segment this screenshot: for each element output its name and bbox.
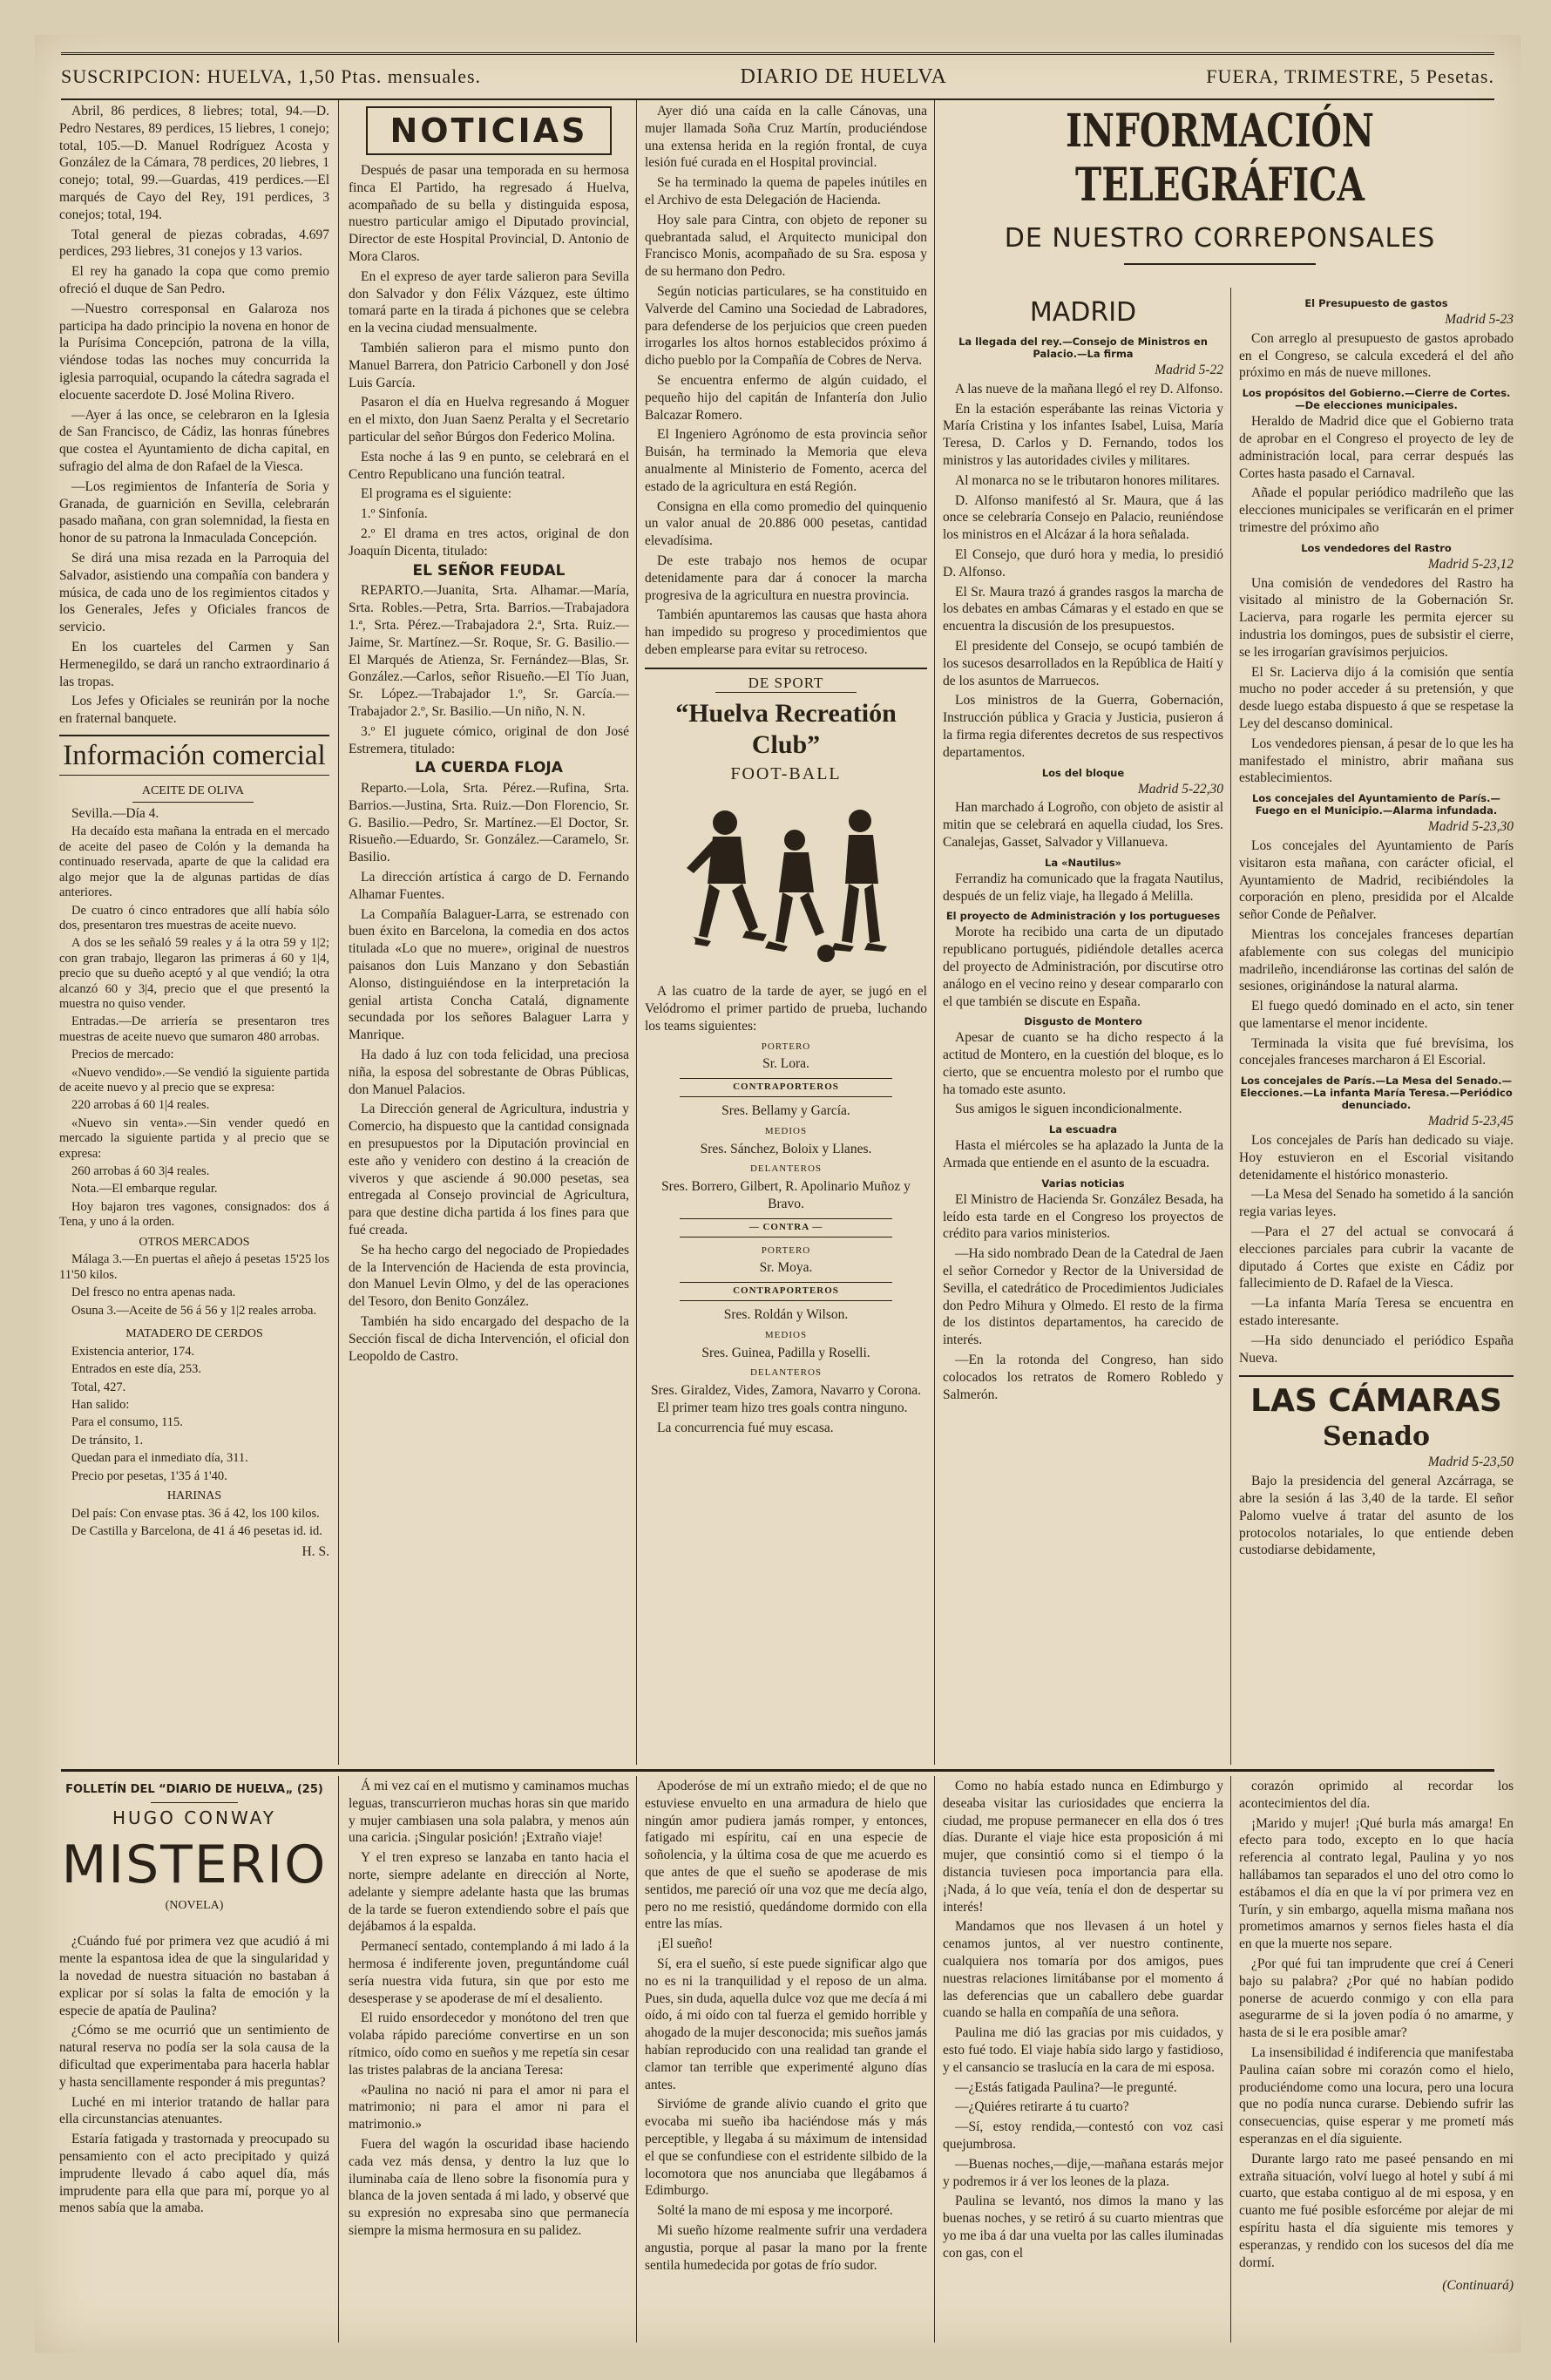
paragraph: Existencia anterior, 174.	[71, 1344, 195, 1359]
dispatch-paragraph: D. Alfonso manifestó al Sr. Maura, que á las once se celebraría Consejo en Palacio, reuniéndose los ministros en el Alcázar á la hora señalada.	[943, 492, 1223, 543]
dispatch-paragraph: Ferrandiz ha comunicado que la fragata Nautilus, después de un feliz viaje, ha llegado á Melilla.	[943, 871, 1223, 904]
dispatch-paragraph: En la estación esperábante las reinas Victoria y María Cristina y los infantes Isabel, Luisa, María Teresa, D. Carlos y D. Fernando, todos los ministros y las autoridades civiles y militares.	[943, 401, 1223, 468]
paragraph: En el expreso de ayer tarde salieron para Sevilla don Salvador y don Félix Vázquez, este último tomará parte en la tirada á pichones que se celebra en la vecina ciudad mensualmente.	[349, 268, 629, 336]
paragraph: Hoy bajaron tres vagones, consignados: dos á Tena, y uno á la orden.	[59, 1199, 329, 1230]
paragraph: —Nuestro corresponsal en Galaroza nos participa ha dado principio la novena en honor de la Purísima Concepción, patrona de la villa, viéndose todas las noches muy concurrida la iglesia parroquial, ocupando la cátedra sagrada el elocuente sacerdote D. José Molina Rivero.	[59, 301, 329, 403]
dispatch-paragraph: Morote ha recibido una carta de un diputado republicano portugués, pidiéndole detalles acerca del proyecto de Administración, por discutirse otro análogo en el vecino reino y desear compararlo con el que también se discute en España.	[943, 925, 1223, 1009]
dispatch-paragraph: A las nueve de la mañana llegó el rey D. Alfonso.	[955, 381, 1223, 397]
madrid-dispatches	[943, 336, 1223, 1403]
dispatch-paragraph: Al monarca no se le tributaron honores militares.	[955, 472, 1220, 488]
dispatch-paragraph: —Ha sido denunciado el periódico España Nueva.	[1239, 1332, 1514, 1366]
dispatch-dateline: Madrid 5-22	[1155, 363, 1223, 377]
dispatch-paragraph: Han marchado á Logroño, con objeto de asistir al mitin que se celebrará en aquella ciudad, los Sres. Canalejas, Gasset, Salvador y Villanueva.	[943, 800, 1223, 850]
column-rule	[338, 100, 339, 1765]
football-subtitle: FOOT-BALL	[730, 763, 842, 783]
column-rule	[934, 100, 935, 1765]
dispatch-paragraph: Una comisión de vendedores del Rastro ha visitado al ministro de la Gobernación Sr. Lacierva, para rogarle les permita ejercer su industria los domingos, pues de subsistir el cierre, se les irrogarían gravísimos perjuicios.	[1239, 575, 1514, 660]
dispatch-paragraph: Terminada la visita que fué brevísima, los concejales franceses marcharon á El Escorial.	[1239, 1035, 1514, 1068]
novel-paragraph: Y el tren expreso se lanzaba en tanto hacia el norte, siempre adelante en dirección al Norte, adelante y siempre adelante hasta que las brumas de la tarde se fueron extendiendo sobre el país que dejábamos á la espalda.	[349, 1850, 629, 1935]
dispatch-dateline: Madrid 5-23	[1445, 312, 1514, 327]
telegraph-subtitle: DE NUESTRO CORREPONSALES	[1004, 223, 1436, 254]
dispatch-heading: Los propósitos del Gobierno.—Cierre de Cortes.—De elecciones municipales.	[1242, 387, 1511, 412]
subheading-other-markets: OTROS MERCADOS	[139, 1235, 250, 1249]
dispatch-heading: El proyecto de Administración y los portugueses	[945, 910, 1221, 923]
paragraph: «Nuevo vendido».—Se vendió la siguiente partida de aceite nuevo y al precio que se expresa:	[59, 1065, 329, 1095]
section-heading-commercial: Información comercial	[59, 735, 329, 776]
novel-genre: (NOVELA)	[165, 1898, 224, 1912]
folletin-label: FOLLETÍN DEL “DIARIO DE HUELVA„ (25)	[65, 1783, 323, 1796]
novel-title: MISTERIO	[61, 1834, 328, 1895]
lineup-role: PORTERO	[761, 1244, 811, 1256]
lineup-role: PORTERO	[761, 1041, 811, 1052]
paragraph: Se ha hecho cargo del negociado de Propiedades de la Intervención de Hacienda de esta provincia, don Manuel Levin Olmo, y del de las operaciones del Tesoro, don Benito González.	[349, 1242, 629, 1310]
paragraph: El primer team hizo tres goals contra ninguno.	[657, 1400, 908, 1416]
column-1	[59, 103, 329, 1763]
paragraph: Precios de mercado:	[71, 1048, 174, 1062]
novel-paragraph: El ruido ensordecedor y monótono del tren que volaba rápido parecióme convertirse en un son rítmico, oído como en sueños y me repetía sin cesar las tristes palabras de la anciana Teresa:	[349, 2010, 629, 2078]
column-2	[349, 103, 629, 1763]
paragraph: 2.º El drama en tres actos, original de don Joaquín Dicenta, titulado:	[349, 525, 629, 559]
camaras-heading: LAS CÁMARAS	[1250, 1383, 1502, 1420]
dispatch-dateline: Madrid 5-22,30	[1137, 781, 1223, 797]
paragraph: Del país: Con envase ptas. 36 á 42, los 100 kilos.	[71, 1506, 320, 1521]
lineup-names: Sres. Sánchez, Boloix y Llanes.	[700, 1141, 872, 1156]
paragraph: Los Jefes y Oficiales se reunirán por la noche en fraternal banquete.	[59, 694, 329, 727]
dispatch-paragraph: Los ministros de la Guerra, Gobernación, Instrucción pública y Gracia y Justicia, pusieron á la firma regia diferentes decretos de sus respectivos departamentos.	[943, 693, 1223, 760]
folletin-separator	[61, 1769, 1494, 1772]
folletin-column-2	[349, 1778, 629, 2340]
dispatch-heading: La escuadra	[1048, 1123, 1118, 1136]
novel-text-4	[943, 1778, 1223, 2262]
novel-paragraph: —Sí, estoy rendida,—contestó con voz casi quejumbrosa.	[943, 2119, 1223, 2152]
novel-paragraph: ¿Cómo se me ocurrió que un sentimiento de natural reserva no podía ser la sola causa de la dificultad que experimentaba para hacerla hablar y hasta sencillamente responder á mis preguntas?	[59, 2023, 329, 2090]
novel-paragraph: Luché en mi interior tratando de hallar para ella circunstancias atenuantes.	[59, 2094, 329, 2127]
play-title-cuerda: LA CUERDA FLOJA	[415, 759, 563, 777]
telegraph-rule	[1124, 263, 1316, 265]
novel-paragraph: «Paulina no nació ni para el amor ni para el matrimonio; ni para el amor ni para el matrimonio.»	[349, 2082, 629, 2133]
lineup-names: Sres. Giraldez, Vides, Zamora, Navarro y Corona.	[651, 1383, 921, 1399]
dispatch-paragraph: —Ha sido nombrado Dean de la Catedral de Jaen el señor Cornedor y Rector de la Universidad de Sevilla, el catedrático de Procedimientos Judiciales don Pedro Mihura y Olmedo. El resto de la firma de los distintos departamentos, ha carecido de interés.	[943, 1246, 1223, 1348]
novel-paragraph: —Buenas noches,—dije,—mañana estarás mejor y podremos ir á ver los leones de la plaza.	[943, 2156, 1223, 2189]
lineup-role: CONTRAPORTEROS	[680, 1282, 892, 1301]
dispatch-heading: Los del bloque	[1041, 766, 1125, 779]
novel-text-1	[59, 1933, 329, 2217]
paragraph: Málaga 3.—En puertas el añejo á pesetas 15'25 los 11'50 kilos.	[59, 1252, 329, 1282]
section-heading-noticias: NOTICIAS	[366, 106, 612, 155]
paragraph: A dos se les señaló 59 reales y á la otra 59 y 1|2; con gran trabajo, llegaron las primeras á 60 y 1|4, precio que su dueño aceptó y al que vendió; la otra alcanzó 60 y 3|4, precio que el que presentó la muestra no quiso vender.	[59, 936, 329, 1011]
paragraph: Del fresco no entra apenas nada.	[71, 1285, 236, 1300]
column-rule	[1230, 1776, 1231, 2343]
paragraph: Después de pasar una temporada en su hermosa finca El Partido, ha regresado á Huelva, acompañado de su bella y distinguida esposa, nuestro particular amigo el Diputado provincial, Director de este Hospital Provincial, D. Antonio de Mora Claros.	[349, 163, 629, 264]
novel-paragraph: Paulina se levantó, nos dimos la mano y las buenas noches, y se retiró á su cuarto mientras que yo me iba á dar una vuelta por las calles iluminadas con gas, con el	[943, 2194, 1223, 2261]
newspaper-name: DIARIO DE HUELVA	[740, 64, 947, 88]
column-1-paragraphs	[59, 103, 329, 728]
lineup-names: Sr. Lora.	[762, 1056, 809, 1072]
dispatch-paragraph: El fuego quedó dominado en el acto, sin tener que lamentarse el menor incidente.	[1239, 999, 1514, 1031]
subscription-local: SUSCRIPCION: HUELVA, 1,50 Ptas. mensuales.	[61, 65, 482, 87]
dispatch-paragraph: El Sr. Maura trazó á grandes rasgos la marcha de los debates en ambas Cámaras y el estado en que se encuentra la discusión de los presupuestos.	[943, 584, 1223, 634]
play-title-feudal: EL SEÑOR FEUDAL	[412, 561, 566, 580]
subheading-olive-oil: ACEITE DE OLIVA	[132, 783, 254, 803]
novel-paragraph: ¡El sueño!	[657, 1936, 714, 1952]
club-title: “Huelva Recreatión Club”	[675, 698, 897, 759]
novel-paragraph: corazón oprimido al recordar los acontecimientos del día.	[1239, 1779, 1514, 1811]
telegraph-title: INFORMACIÓN TELEGRÁFICA	[1066, 105, 1374, 212]
lineup-role: MEDIOS	[764, 1125, 808, 1136]
column-rule	[636, 100, 637, 1765]
dispatch-dateline: Madrid 5-23,30	[1427, 819, 1514, 835]
dispatch-paragraph: Los concejales de París han dedicado su viaje. Hoy estuvieron en el Escorial visitando detenidamente el histórico monasterio.	[1239, 1133, 1514, 1183]
lineup-role: MEDIOS	[764, 1329, 808, 1340]
novel-text-2	[349, 1778, 629, 2240]
paragraph: De cuatro ó cinco entradores que allí había sólo dos, presentaron tres muestras de aceite nuevo.	[59, 903, 329, 932]
other-markets-paragraphs	[59, 1252, 329, 1319]
lineup-names: Sres. Borrero, Gilbert, R. Apolinario Muñoz y Bravo.	[661, 1179, 911, 1212]
paragraph: Reparto.—Lola, Srta. Pérez.—Rufina, Srta. Barrios.—Justina, Srta. Ruiz.—Don Florencio, Sr. G. Basilio.—Pedro, Sr. Martínez.—El Doctor, Sr. Risueño.—Eduardo, Sr. González.—Caramelo, Sr. Basilio.	[349, 781, 629, 865]
dispatch-heading: La «Nautilus»	[1045, 856, 1121, 869]
dispatch-paragraph: El Sr. Lacierva dijo á la comisión que sentía mucho no poder acceder á su pretensión, y que desde luego estaba dispuesto á que se respetase la Ley del descanso dominical.	[1239, 664, 1514, 731]
paragraph: La dirección artística á cargo de D. Fernando Alhamar Fuentes.	[349, 870, 629, 902]
paragraph: 1.º Sinfonía.	[361, 506, 428, 522]
dispatch-paragraph: —La Mesa del Senado ha sometido á la sanción regia varias leyes.	[1239, 1187, 1514, 1220]
novel-paragraph: ¿Cuándo fué por primera vez que acudió á mi mente la espantosa idea de que la singularidad y la novedad de nuestra situación no bastaban á explicar por sí solas la falta de emoción y la especie de apatía de Paulina?	[59, 1934, 329, 2018]
flours-paragraphs	[59, 1507, 329, 1540]
lineup-role: DELANTEROS	[749, 1163, 823, 1175]
dispatch-paragraph: Sus amigos le siguen incondicionalmente.	[955, 1102, 1182, 1117]
paragraph: «Nuevo sin venta».—Sin vender quedó en mercado la siguiente partida y al precio que se expresa:	[59, 1115, 329, 1161]
dispatch-paragraph: Mientras los concejales franceses departían afablemente con sus colegas del municipio madrileño, incendiáronse las cortinas del salón de sesiones, originándose la natural alarma.	[1239, 926, 1514, 994]
continued-note: (Continuará)	[1442, 2278, 1514, 2294]
author-initials: H. S.	[301, 1543, 329, 1559]
column-4	[943, 292, 1223, 1765]
paragraph: También salieron para el mismo punto don Manuel Barrera, don Patricio Carbonell y don José Luis García.	[349, 340, 629, 390]
paragraph: De Castilla y Barcelona, de 41 á 46 pesetas id. id.	[71, 1524, 322, 1539]
paragraph: Se encuentra enfermo de algún cuidado, el pequeño hijo del capitán de Infantería don Julio Balcazar Romero.	[645, 372, 927, 423]
paragraph: Entradas.—De arriería se presentaron tres muestras de aceite nuevo que sumaron 480 arrobas.	[59, 1014, 329, 1044]
paragraph: Se dirá una misa rezada en la Parroquia del Salvador, asistiendo una compañía con bandera y música, de cada uno de los regimientos citados y los Generales, Jefes y Oficiales francos de servicio.	[59, 550, 329, 635]
paragraph: Nota.—El embarque regular.	[71, 1182, 218, 1197]
novel-paragraph: Paulina me dió las gracias por mis cuidados, y esto fué todo. El viaje había sido largo y fastidioso, y el cansancio se traslucía en la cara de mi esposa.	[943, 2025, 1223, 2075]
novel-paragraph: Fuera del wagón la oscuridad ibase haciendo cada vez más densa, y dentro la luz que lo iluminaba caía de lleno sobre la fisonomía pura y blanca de la joven sentada á mi lado, y observé que su expresión no expresaba sino que permanecía siempre la misma hermosura en su palidez.	[349, 2136, 629, 2238]
dispatch-heading: Los concejales del Ayuntamiento de París.—Fuego en el Municipio.—Alarma infundada.	[1251, 792, 1501, 817]
paragraph: Precio por pesetas, 1'35 á 1'40.	[71, 1468, 227, 1483]
novel-paragraph: Durante largo rato me paseé pensando en mi extraña situación, volví luego al hotel y subí á mi cuarto, que estaba contiguo al de mi esposa, y en cuanto me fué posible esforcéme por alejar de mi espíritu hasta el día siguiente mis temores y esperanzas, y rendido con los sucesos del día me dormí.	[1239, 2151, 1514, 2270]
column-rule	[1230, 288, 1231, 1765]
dispatch-heading: El Presupuesto de gastos	[1304, 297, 1448, 309]
paragraph: En los cuarteles del Carmen y San Hermenegildo, se dará un rancho extraordinario á las tropas.	[59, 639, 329, 689]
paragraph: También apuntaremos las causas que hasta ahora han impedido su progreso y procedimientos que deben emplearse para evitar su retroceso.	[645, 607, 927, 657]
novel-paragraph: La insensibilidad é indiferencia que manifestaba Paulina caían sobre mi corazón como el hielo, produciéndome como una locura, pero una locura que no podía nunca curarse. Debiendo sufrir las consecuencias, quise esperar y me prometí más esperanzas en el día siguiente.	[1239, 2044, 1514, 2146]
subscription-outside: FUERA, TRIMESTRE, 5 Pesetas.	[1206, 65, 1494, 87]
paragraph: Total general de piezas cobradas, 4.697 perdices, 293 liebres, 31 conejos y 13 varios.	[59, 227, 329, 260]
paragraph: La Compañía Balaguer-Larra, se estrenado con buen éxito en Barcelona, la comedia en dos actos titulada «Lo que no muere», original de nuestros paisanos don Luis Manzano y don Sebastián Alonso, distinguiéndose en la interpretación la genial artista Concha Catalá, dignamente secundada por los señores Balaguer Larra y Manrique.	[349, 906, 629, 1043]
subheading-flours: HARINAS	[166, 1489, 222, 1503]
folletin-column-5	[1239, 1778, 1514, 2340]
paragraph: 220 arrobas á 60 1|4 reales.	[71, 1098, 210, 1113]
dispatch-paragraph: El Ministro de Hacienda Sr. González Besada, ha leído esta tarde en el Congreso los proyectos de crédito para varios ministerios.	[943, 1191, 1223, 1242]
paragraph: Según noticias particulares, se ha constituido en Valverde del Camino una Sociedad de Labradores, para defenderse de los perjuicios que creen pueden irrogarles los altos hornos establecidos próximo á dicho pueblo por la Compañía de Cobres de Nerva.	[645, 283, 927, 369]
paragraph: —Ayer á las once, se celebraron en la Iglesia de San Francisco, de Cádiz, las honras fúnebres que costea el Ayuntamiento de dicha capital, en sufragio del alma de don Rafael de la Viesca.	[59, 407, 329, 474]
paragraph: Entrados en este día, 253.	[71, 1362, 201, 1377]
novel-paragraph: ¿Por qué fui tan imprudente que creí á Ceneri bajo su palabra? ¿Por qué no habían podido ponerse de acuerdo conmigo y con ella para asegurarme de si la joven podía ó no amarme, y hasta de si le era posible amar?	[1239, 1956, 1514, 2041]
lineup-role: CONTRAPORTEROS	[680, 1078, 892, 1097]
dispatch-paragraph: —Para el 27 del actual se convocará á elecciones parciales para cubrir la vacante de diputado á Cortes que existe en Cádiz por fallecimiento de D. Rafael de la Viesca.	[1239, 1224, 1514, 1292]
paragraph: A las cuatro de la tarde de ayer, se jugó en el Velódromo el primer partido de prueba, luchando los teams siguientes:	[645, 984, 927, 1034]
novel-paragraph: Permanecí sentado, contemplando á mi lado á la hermosa é indiferente joven, preguntándome cuál sería nuestra vida futura, sin que por esto me desesperase y se apoderase de mí el desaliento.	[349, 1939, 629, 2006]
paragraph: El rey ha ganado la copa que como premio ofreció el duque de San Pedro.	[59, 264, 329, 296]
newspaper-page	[35, 35, 1521, 2353]
noticias-paragraphs	[349, 162, 629, 560]
lineup-names: Sres. Roldán y Wilson.	[723, 1307, 849, 1323]
dispatch-paragraph: Con arreglo al presupuesto de gastos aprobado en el Congreso, se calcula excederá el del año próximo en más de nueve millones.	[1239, 330, 1514, 381]
paragraph: Total, 427.	[71, 1380, 126, 1394]
paragraph: Abril, 86 perdices, 8 liebres; total, 94.—D. Pedro Nestares, 89 perdices, 15 liebres, 1 conejo; total, 105.—D. Manuel Rodríguez Acosta y González de la Cámara, 78 perdices, 20 liebres, 1 conejo; total, 99.—Guardas, 419 perdices.—El marqués de Cayo del Rey, 191 perdices, 3 conejos; total, 194.	[59, 104, 329, 222]
dispatch-heading: Los vendedores del Rastro	[1301, 541, 1452, 554]
column-rule	[338, 1776, 339, 2343]
novel-paragraph: Solté la mano de mi esposa y me incorporé.	[657, 2203, 893, 2219]
match-result-paragraphs	[645, 1400, 927, 1437]
novel-paragraph: Estaría fatigada y trastornada y preocupado su pensamiento con el acto precipitado y quizá imprudente llevado á cabo aquel día, más imprudente para ella que para mí, porque yo al menos sabía que la amaba.	[59, 2132, 329, 2216]
paragraph: De tránsito, 1.	[71, 1433, 144, 1448]
column-5	[1239, 292, 1514, 1765]
play-cast-paragraphs	[349, 582, 629, 757]
novel-paragraph: Á mi vez caí en el mutismo y caminamos muchas leguas, transcurrieron muchas horas sin que marido y mujer cambiasen una sola palabra, y menos aún una caricia. ¡Singular posición! ¡Extraño viaje!	[349, 1779, 629, 1846]
paragraph: El programa es el siguiente:	[361, 486, 512, 502]
paragraph: De este trabajo nos hemos de ocupar detenidamente para dar á conocer la marcha progresiva de la agricultura en nuestra provincia.	[645, 553, 927, 603]
football-players-illustration	[655, 788, 917, 980]
dispatch-paragraph: Apesar de cuanto se ha dicho respecto á la actitud de Montero, en la cuestión del bloque, es lo cierto, que se encuentra molesto por el rumbo que ha tomado este asunto.	[943, 1030, 1223, 1097]
novel-paragraph: Mandamos que nos llevasen á un hotel y cenamos juntos, al ver nuestro continente, cualquiera nos tomaría por dos amigos, pues nuestras relaciones limitábanse por el momento á las deferencias que un caballero debe guardar cuando se halla en compañía de una señora.	[943, 1919, 1223, 2021]
paragraph: Quedan para el inmediato día, 311.	[71, 1451, 248, 1466]
column-rule	[934, 1776, 935, 2343]
dispatch-paragraph: Hasta el miércoles se ha aplazado la Junta de la Armada que entiende en el asunto de la escuadra.	[943, 1138, 1223, 1171]
match-report-paragraphs	[645, 983, 927, 1034]
novel-paragraph: Apoderóse de mí un extraño miedo; el de que no estuviese envuelto en una armadura de hielo que ningún amor pudiera jamás romper, y entonces, fatigado mi espíritu, caí en una especie de soñolencia, y la última cosa de que me acuerdo es que antes de que el sueño se apoderase de mis sentidos, me pareció oír una voz que me decía algo, pero no me resistió, quedándome dormido con ella entre las mías.	[645, 1779, 927, 1932]
team-lineups	[645, 1039, 927, 1400]
paragraph: Para el consumo, 115.	[71, 1415, 183, 1430]
paragraph: Esta noche á las 9 en punto, se celebrará en el Centro Republicano una función teatral.	[349, 449, 629, 482]
dispatch-dateline: Madrid 5-23,12	[1427, 556, 1514, 572]
paragraph: Consigna en ella como promedio del quinquenio un valor anual de 20.886 000 pesetas, cantidad elevadísima.	[645, 498, 927, 549]
senado-paragraph: Bajo la presidencia del general Azcárraga, se abre la sesión á las 3,40 de la tarde. El señor Palomo vuelve á tratar del asunto de los protocolos notariales, lo que entiende deben custodiarse debidamente,	[1239, 1474, 1514, 1558]
paragraph: También ha sido encargado del despacho de la Sección fiscal de dicha Intervención, el oficial don Leopoldo de Castro.	[349, 1314, 629, 1364]
paragraph: REPARTO.—Juanita, Srta. Alhamar.—María, Srta. Robles.—Petra, Srta. Barrios.—Trabajadora 1.ª, Srta. Pérez.—Trabajadora 2.ª, Srta. Ruiz.—Jaime, Sr. Martínez.—Sr. Roque, Sr. G. Basilio.—El Marqués de Atienza, Sr. Fernández—Blas, Sr. González.—Carlos, señor Risueño.—El Tío Juan, Sr. López.—Trabajador 1.º, Sr. García.—Trabajador 2.º, Sr. Basilio.—Un niño, N. N.	[349, 583, 629, 719]
folletin-rule	[151, 1802, 238, 1803]
dispatch-paragraph: Los vendedores piensan, á pesar de lo que les ha manifestado el ministro, abrir mañana sus establecimientos.	[1239, 736, 1514, 786]
novel-paragraph: —¿Quiéres retirarte á tu cuarto?	[955, 2099, 1129, 2115]
dispatch-paragraph: Heraldo de Madrid dice que el Gobierno trata de aprobar en el Congreso el proyecto de ley de administración local, para cerrar después las Cortes hasta pasado el Carnaval.	[1239, 414, 1514, 481]
lineup-names: Sres. Bellamy y García.	[721, 1103, 850, 1119]
telegraph-header	[941, 105, 1499, 265]
paragraph: El Ingeniero Agrónomo de esta provincia señor Buisán, ha terminado la Memoria que eleva anualmente al Ministerio de Fomento, acerca del estado de la agricultura en está Región.	[645, 427, 927, 494]
novel-paragraph: —¿Estás fatigada Paulina?—le pregunté.	[955, 2079, 1177, 2095]
novel-text-5	[1239, 1778, 1514, 2274]
paragraph: Pasaron el día en Huelva regresando á Moguer en el mixto, don Juan Saenz Peralta y el Secretario particular del señor Búrgos don Federico Molina.	[349, 395, 629, 444]
dispatch-paragraph: Los concejales del Ayuntamiento de París visitaron esta mañana, con carácter oficial, el Ayuntamiento de Madrid, recibiéndoles la corporación en pleno, presidida por el Alcalde señor Conde de Peñalver.	[1239, 837, 1514, 923]
dispatch-heading: Los concejales de París.—La Mesa del Senado.—Elecciones.—La infanta María Teresa.—Periódico denunciado.	[1240, 1075, 1513, 1112]
sport-label: DE SPORT	[715, 675, 857, 693]
novel-paragraph: ¡Marido y mujer! ¡Qué burla más amarga! En efecto para todo, excepto en lo que hacía referencia al contrato legal, Paulina y yo nos hallábamos tan separados el uno del otro como lo estábamos el día en que la ví por primera vez en Turín, y sin embargo, aquella misma mañana nos prometimos amarnos y sernos fieles hasta el día en que la muerte nos separe.	[1239, 1815, 1514, 1952]
subheading-slaughterhouse: MATADERO DE CERDOS	[125, 1327, 263, 1341]
novel-author: HUGO CONWAY	[112, 1807, 276, 1828]
senado-dateline: Madrid 5-23,50	[1427, 1454, 1514, 1470]
dispatch-heading: Disgusto de Montero	[1024, 1015, 1142, 1028]
paragraph: 3.º El juguete cómico, original de don José Estremera, titulado:	[349, 723, 629, 756]
slaughterhouse-paragraphs	[59, 1345, 329, 1484]
dispatch-dateline: Madrid 5-23,45	[1427, 1114, 1514, 1129]
dispatch-paragraph: Añade el popular periódico madrileño que las elecciones municipales se verificarán en el primer trimestre del próximo año	[1239, 485, 1514, 535]
novel-text-3	[645, 1778, 927, 2274]
paragraph: La concurrencia fué muy escasa.	[657, 1420, 834, 1435]
paragraph: Ha decaído esta mañana la entrada en el mercado de aceite del paseo de Colón y la demanda ha continuado reservada, aparte de que la calidad era algo mejor que la de algunas partidas de días anteriores.	[59, 824, 329, 900]
sport-section	[645, 668, 927, 1437]
madrid-heading: MADRID	[1029, 297, 1137, 328]
column-rule	[636, 1776, 637, 2343]
dispatch-paragraph: El presidente del Consejo, se ocupó también de los sucesos desarrollados en la República de Haití y de los asuntos de Marruecos.	[943, 638, 1223, 688]
madrid-dispatches-continued	[1239, 297, 1514, 1366]
paragraph: —Los regimientos de Infantería de Soria y Granada, de guarnición en Sevilla, celebrarán pasado mañana, con gran solemnidad, la fiesta en honor de su patrona la Inmaculada Concepción.	[59, 478, 329, 546]
folletin-column-1	[59, 1778, 329, 2340]
lineup-role: DELANTEROS	[749, 1367, 823, 1379]
column-3	[645, 103, 927, 1763]
senado-heading: Senado	[1323, 1421, 1430, 1453]
paragraph: Han salido:	[71, 1398, 130, 1413]
lineup-role: — CONTRA —	[680, 1218, 892, 1237]
oil-market-paragraphs	[59, 824, 329, 1230]
dispatch-heading: La llegada del rey.—Consejo de Ministros en Palacio.—La firma	[958, 336, 1208, 360]
masthead	[61, 52, 1494, 100]
paragraph: Ha dado á luz con toda felicidad, una preciosa niña, la esposa del sobrestante de Obras Públicas, don Manuel Palacios.	[349, 1048, 629, 1097]
paragraph: Osuna 3.—Aceite de 56 á 56 y 1|2 reales arroba.	[71, 1303, 317, 1318]
paragraph: Se ha terminado la quema de papeles inútiles en el Archivo de esta Delegación de Hacienda.	[645, 175, 927, 207]
novel-paragraph: Mi sueño hízome realmente sufrir una verdadera angustia, porque al pasar la mano por la frente sentila humedecida por gotas de frío sudor.	[645, 2222, 927, 2273]
folletin-column-3	[645, 1778, 927, 2340]
lineup-names: Sres. Guinea, Padilla y Roselli.	[701, 1345, 870, 1360]
paragraph: 260 arrobas á 60 3|4 reales.	[71, 1164, 210, 1179]
dispatch-paragraph: —La infanta María Teresa se encuentra en estado interesante.	[1239, 1296, 1514, 1329]
folletin-column-4	[943, 1778, 1223, 2340]
paragraph: La Dirección general de Agricultura, industria y Comercio, ha dispuesto que la cantidad consignada en presupuestos por la Diputación provincial en este año y venidero con destino á la creación de viveros y que asciende á 90.000 pesetas, sea entregada al Consejo provincial de Agricultura, para que destine dicha partida á los fines para que fué creada.	[349, 1102, 629, 1238]
novel-paragraph: Sí, era el sueño, sí este puede significar algo que no es ni la tranquilidad y el reposo de un alma. Pues, sin duda, aquella dulce voz que me decía á mi oído, á mi oído con tal fuerza el gemido horrible y ahogado de la mujer desconocida; mis sueños jamás habían reproducido con una realidad tan grande el clamor tan terrible que experimenté alguno días antes.	[645, 1956, 927, 2092]
dispatch-heading: Varias noticias	[1041, 1176, 1125, 1190]
paragraph: Ayer dió una caída en la calle Cánovas, una mujer llamada Soña Cruz Martín, produciéndose una extensa herida en la región frontal, de cuya lesión fué curada en el Hospital provincial.	[645, 104, 927, 171]
novel-paragraph: Como no había estado nunca en Edimburgo y deseaba visitar las curiosidades que encierra la ciudad, me propuse permanecer en ella dos ó tres días. Durante el viaje hice esta proposición á mi mujer, que consintió como si el tiempo ó la distancia tuviesen poca importancia para ella. ¡Nada, á lo que veía, tenía el don de despertar su interés!	[943, 1779, 1223, 1915]
parliament-section	[1239, 1375, 1514, 1559]
dispatch-paragraph: —En la rotonda del Congreso, han sido colocados los retratos de Romero Robledo y Salmerón.	[943, 1353, 1223, 1402]
local-news-paragraphs	[645, 103, 927, 659]
dispatch-paragraph: El Consejo, que duró hora y media, lo presidió D. Alfonso.	[943, 546, 1223, 580]
novel-paragraph: Sirvióme de grande alivio cuando el grito que evocaba mi sueño iba haciéndose más y más perceptible, y llegaba á su máximum de intensidad el que se confundiese con el estridente silbido de la locomotora que nos anunciaba que llegábamos á Edimburgo.	[645, 2097, 927, 2199]
dateline-sevilla: Sevilla.—Día 4.	[71, 805, 159, 821]
noticias-more-paragraphs	[349, 780, 629, 1365]
lineup-names: Sr. Moya.	[759, 1260, 813, 1276]
paragraph: Hoy sale para Cintra, con objeto de reponer su quebrantada salud, el Arquitecto municipal don Francisco Monis, acompañado de su Sra. esposa y de su hermano don Pedro.	[645, 212, 927, 280]
